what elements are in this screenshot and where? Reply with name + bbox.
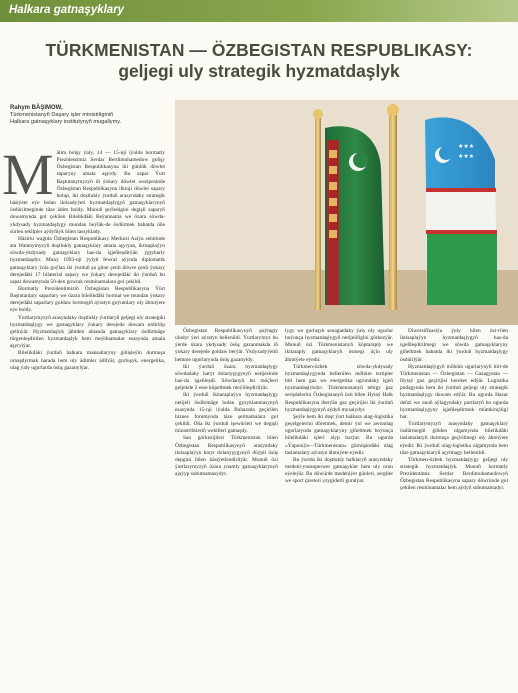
paragraph: Şeýle hem iki doşt ýurt halkara ulag-logistika geçelgelerini döretmek, demir ýol we awtoulag ugurlarynda gatnaşyklaryny giňeltmek boýunça bilelikdäki işleri alyp barýar. Bu ugurda «Ýaponiýa—Türkmenistan» görnüşindäki ulag taslamalary aýratyn ähmiýete eýedir. xyxy=(285,413,393,456)
article-column-3 xyxy=(285,328,393,690)
paragraph: Diwersifikasiýa ýoly bilen özi-rilen iktisaplaýyn hyzmatdaşlygyň has-da işjeňleşdirilmegi we söwda gatnaşyklaryny giňeltmek babatda iki ýurduň hyzmatdaşlygy ösdürilýär. xyxy=(400,328,508,363)
article-column-2 xyxy=(175,328,278,690)
paragraph: San görkezijileri Türkmenistan bilen Özbegistan Respublikasynyň arasyndaky iktisaplaýyn haryt dolanyşygynyň düýpli ösüş depgini bilen häsiýetlendirilýär. Munuň özi ýurtlarymyzyň özara ynamly gatnaşyklarynyň ajaýyp subutnamasydyr. xyxy=(175,435,278,478)
author-name: Rahym BÄŞIMOW, xyxy=(10,105,63,111)
headline-line-2: geljegi uly strategik hyzmatdaşlyk xyxy=(118,61,400,81)
paragraph: älim bolşy ýaly, 14 — 15-nji iýulda hormatly Prezidentimiz Serdar Berdimuhamedow goňşy Özbegistan Respublikasyna iki günlük döwlet saparyny amala aşyrdy. Bu sapar Ýurt Baştutanymyzyň iň ýokary döwlet wezipesinde Özbegistan Respublikasyna ilkinji döwlet sapary bolup, iki doştlukly ýurduň arasyndaky strategik häsiýete eýe bolan iktisadyýeti hyzmatdaşlygyň gatnaşyklarynyň ösdürilmeginde täze ädim boldy. Munuň şeýledigini degişli saparyň dowamynda gol çekilen Bilelikdäki Beýannama we özara söwda-ykdysady hyzmatdaşlygy mundan beýläk-de ösdürmek babatda öňe sürlen teklipler aýdyňlyk bilen tassyklady. xyxy=(10,150,165,235)
headline-line-1: TÜRKMENISTAN — ÖZBEGISTAN RESPUBLIKASY: xyxy=(45,40,473,60)
article-column-4 xyxy=(400,328,508,690)
paragraph: Ýurtlarymyzyň arasyndaky gatnaşyklary ösdürmegiň giňden ulgamynda bilelikdäki taslamalaryň durmuşa geçirilmegi uly ähmiýete eýedir. Iki ýurduň ulag-logistika ulgamynda hem täze gatnaşyklaryň açylmagy bellenildi. xyxy=(400,421,508,456)
paragraph: lygy we gurluşyk senagatdaky ýaly uly ugurlar boýunça hyzmatdaşlygyň netijeliligini görkezýär. Munuň özi Türkmenistanyň köptaraply we ikitaraply gatnaşyklaryň ösmegi üçin uly ähmiýete eýedir. xyxy=(285,328,393,363)
paragraph: Bilelikdäki ýurduň halkara maksatlaryny giňişleýin durmuşa ornaşdyrmak barada hem uly ädimler ädilýär, gurluşyk, energetika, ulag ýaly ugurlarda ösüş gazanylýar. xyxy=(10,350,165,371)
author-affiliation-2: Halkara gatnaşyklary institutynyň mugallymy. xyxy=(10,119,122,126)
svg-text:★★★: ★★★ xyxy=(458,143,475,150)
paragraph: Türkmen-özbek söwda-ykdysady hyzmatdaşlygynda bellenilen möhüm tertipler biri hem gaz we energetika ugrundaky işjeň hyzmatdaşlykdyr. Türkmenistanyň tebigy gaz serişdelerini Özbegistanyň üsti bilen Hytaý Halk Respublikasyna iberýän gaz geçirijisi iki ýurduň hyzmatdaşlygynyň aýdyň mysalydyr. xyxy=(285,363,393,413)
article-column-1 xyxy=(2,142,166,690)
paragraph: Häzirki wagtda Özbegistan Respublikasy Merkezi Aziýa sebitinde ata Watanymyzyň doştlukly gatnaşyklary amala aşyryan, iktisaplaýyn söwda-ykdysady gatnaşyklary has-da işjeňleşdirýän ýgtybarly hyzmatdaşdyr. Muny 1993-nji ýylyň fewral aýynda diplomatik gatnaşyklary ýola goýlan iki ýurduň şu güne çenli döwre çenli ýokary derejedäki 17 bilaterial sapary we ýokary derejedäki iki ýurduň bu sapar dowamynda 50-den gowrak resminamalara gol çekildi. xyxy=(10,235,165,285)
paragraph: Hormatly Prezidentimiziň Özbegistan Respublikasyna Ýürt Baştutanlary saparlary we özara bilelikdäki hormat we mundan ýokary derejedäki saparlary goldaw bermegiň aýratyn goýumlary uly ähmiýete eýe boldy. xyxy=(10,285,165,314)
svg-text:★★★: ★★★ xyxy=(458,153,475,160)
flags-photo xyxy=(175,100,518,325)
paragraph: Iki ýurduň özara hyzmatdaşlygy söwdadaky haryt dolanyşygynyň netijesinde has-da işjeňleşdi. Söwdanyň bu möçberi geljekde 2 esse köpeltmek meýilleşdirilýär. xyxy=(175,363,278,392)
paragraph: Bu ýurtda iki doştlukly halklaryň arasyndaky medeni-ynsanperwer gatnaşyklar hem uly orun eýeleýär. Bu döwürde medeniýet günleri, sergiler we sport çäreleri yzygiderli guralýar. xyxy=(285,456,393,485)
paragraph: Hyzmatdaşlygyň möhüm ugurlarynyň biri-de Türkmenistan — Özbegistan — Gazagystan — Hytaý gaz geçirijisi hereket edýär. Logistika pudagynda hem iki ýurduň geljegi uly strategik hyzmatdaşlygy dowam edýär. Bu ugurda Hazar deňzi we onuň aýlagyndaky portlaryň bu ugurda hyzmatdaşlygyny işjeňleşdirmek mümkinçiligi bar. xyxy=(400,363,508,420)
uzbekistan-flag-icon xyxy=(425,117,497,305)
paragraph: Özbegistan Respublikasynyň paýtagty uludyr ýeri aýratyn bellenildi. Ýurtlarymyz bu ýerde özara ykdysady ösüş gazanmakda iň ýokary derejede goldaw berýär. Ykdysadyýetiň hemme ugurlarynda ösüş gazanyldy. xyxy=(175,328,278,363)
turkmenistan-flag-icon xyxy=(325,126,385,305)
paragraph: Iki ýurduň ikitaraplaýyn hyzmatdaşlygy netijeli ösdürmäge bolan gyzyklanmasynyň esasynda 15-nji iýulda Buharada geçirilen biznes forumynda täze şertnamalara gol çekildi. Oňa iki ýurduň işewürleri we degişli ministrlikleriň wekilleri gatnaşdy. xyxy=(175,392,278,435)
drop-cap: M xyxy=(2,142,54,207)
author-affiliation-1: Türkmenistanyň Daşary işler ministrliginiň xyxy=(10,112,114,119)
author-block xyxy=(10,105,121,127)
paragraph: Ýurtlarymyzyň arasyndaky doştlukly ýurtlaryň geljegi uly strategiki hyzmatdaşlygy we gatnaşyklary ýokary derejede dowam etdirilip gelinýär. Hyzmatdaşlyk jähtden alnanda gatnaşyklary ösdürmäge türgenleşdirilen hyzmatdaşlyk hem meýilnamalar esasynda amala aşyrylýar. xyxy=(10,314,166,350)
paragraph: Türkmen-özbek hyzmatdaşlygy geljegi uly strategik hyzmatdaşlyk. Munuň hormatly Prezidentimiz Serdar Berdimuhamedowyň Özbegistan Respublikasyna sapary döwründe gol çekilen resminamalar hem aýdyň subutnamadyr. xyxy=(400,456,508,492)
section-title: Halkara gatnaşyklary xyxy=(9,4,125,16)
section-header xyxy=(0,0,518,22)
